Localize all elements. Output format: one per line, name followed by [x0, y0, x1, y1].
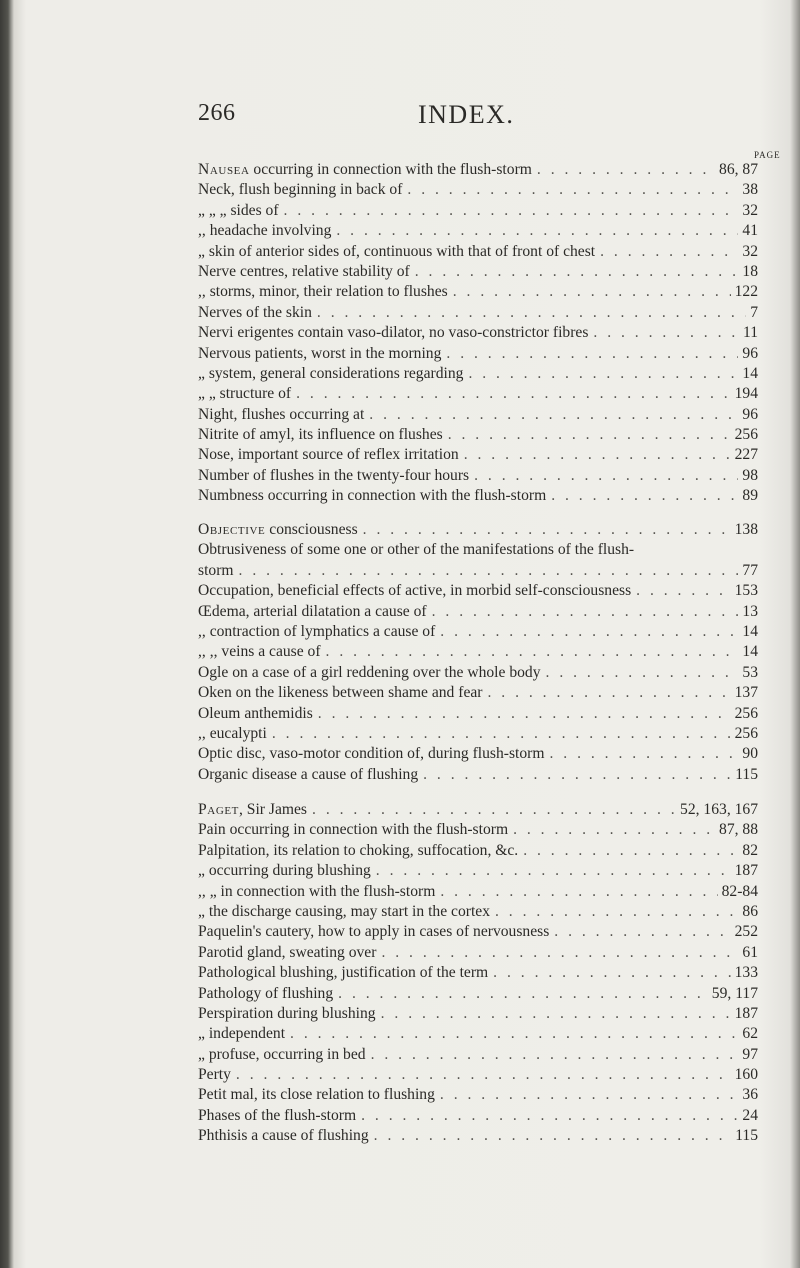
index-entry — [198, 486, 758, 506]
dot-leader — [427, 602, 739, 622]
index-entry — [198, 724, 758, 744]
index-entry-pages: 62 — [742, 1025, 758, 1043]
page-column-label: PAGE — [754, 150, 781, 160]
index-entry-text: Neck, flush beginning in back of — [198, 181, 403, 199]
dot-leader — [488, 963, 730, 983]
index-entry-pages: 256 — [734, 724, 758, 742]
index-entry — [198, 540, 758, 560]
index-entry-pages: 77 — [742, 561, 758, 579]
index-entry — [198, 262, 758, 282]
dot-leader — [544, 744, 738, 764]
index-entry-pages: 122 — [734, 283, 758, 301]
dot-leader — [469, 466, 738, 486]
index-entry — [198, 861, 758, 881]
dot-leader — [376, 1004, 731, 1024]
index-entry-text: Petit mal, its close relation to flushing — [198, 1086, 435, 1104]
index-entry — [198, 841, 758, 861]
index-entry-pages: 11 — [742, 324, 758, 342]
index-entry-text: Palpitation, its relation to choking, suffocation, &c. — [198, 841, 519, 859]
index-entry-pages: 52, 163, 167 — [680, 801, 758, 818]
dot-leader — [448, 282, 731, 302]
dot-leader — [358, 520, 731, 540]
index-entry-text: „ skin of anterior sides of, continuous with that of front of chest — [198, 242, 596, 260]
index-entry-text: storm — [198, 561, 234, 579]
index-entry-text: Paquelin's cautery, how to apply in cases of nervousness — [198, 923, 550, 941]
index-entry-pages: 115 — [735, 765, 758, 783]
index-entry-pages: 187 — [734, 862, 758, 880]
index-entry-pages: 86, 87 — [719, 161, 758, 178]
index-entry — [198, 520, 758, 540]
index-entry — [198, 364, 758, 384]
index-entry-text: Pathology of flushing — [198, 984, 334, 1002]
index-entry-text: „ profuse, occurring in bed — [198, 1045, 366, 1063]
index-entry-text: ,, eucalypti — [198, 724, 267, 742]
dot-leader — [435, 622, 738, 642]
index-entry-pages: 13 — [742, 602, 758, 620]
index-entry — [198, 683, 758, 703]
index-entry — [198, 581, 758, 601]
index-entry-text: Objective consciousness — [198, 521, 358, 538]
index-entry-text: Nervi erigentes contain vaso-dilator, no vaso-constrictor fibres — [198, 324, 589, 342]
dot-leader — [435, 882, 717, 902]
dot-leader — [588, 323, 739, 343]
index-entry — [198, 882, 758, 902]
index-entry-pages: 82-84 — [721, 882, 758, 900]
dot-leader — [435, 1085, 739, 1105]
index-entry-pages: 115 — [735, 1127, 758, 1145]
dot-leader — [279, 201, 739, 221]
index-entry — [198, 765, 758, 785]
index-entry-pages: 153 — [734, 582, 758, 600]
dot-leader — [532, 160, 715, 180]
index-entry — [198, 622, 758, 642]
index-entry — [198, 405, 758, 425]
index-entry-text: Obtrusiveness of some one or other of the manifestations of the flush- — [198, 541, 635, 559]
index-entry — [198, 303, 758, 323]
index-entry — [198, 323, 758, 343]
index-entry — [198, 561, 758, 581]
index-entry-pages: 227 — [734, 446, 758, 464]
dot-leader — [463, 364, 738, 384]
index-entry — [198, 384, 758, 404]
page-number: 266 — [198, 100, 236, 126]
index-entry — [198, 466, 758, 486]
index-entry-text: Nausea occurring in connection with the flush-storm — [198, 161, 532, 178]
index-entry-pages: 41 — [742, 222, 758, 240]
index-entry-pages: 82 — [742, 841, 758, 859]
dot-leader — [490, 902, 738, 922]
dot-leader — [418, 765, 731, 785]
dot-leader — [459, 445, 731, 465]
dot-leader — [321, 642, 739, 662]
dot-leader — [313, 704, 731, 724]
dot-leader — [371, 861, 731, 881]
index-entry-pages: 24 — [742, 1106, 758, 1124]
index-entry-text: Occupation, beneficial effects of active, in morbid self-consciousness — [198, 582, 632, 600]
index-entry-pages: 96 — [742, 405, 758, 423]
dot-leader — [369, 1126, 732, 1146]
index-entry-text: Phthisis a cause of flushing — [198, 1127, 369, 1145]
index-section-p — [198, 800, 758, 1147]
dot-leader — [518, 841, 738, 861]
index-entry — [198, 922, 758, 942]
dot-leader — [364, 405, 738, 425]
index-entry-text: Nitrite of amyl, its influence on flushes — [198, 426, 443, 444]
index-entry — [198, 425, 758, 445]
index-entry-text: Nerve centres, relative stability of — [198, 262, 410, 280]
index-entry-pages: 256 — [734, 426, 758, 444]
index-entry — [198, 1126, 758, 1146]
index-entry-pages: 7 — [750, 303, 758, 321]
index-entry-pages: 133 — [734, 964, 758, 982]
dot-leader — [631, 581, 730, 601]
index-entry — [198, 744, 758, 764]
dot-leader — [595, 242, 738, 262]
index-entry — [198, 1004, 758, 1024]
index-entry-text: „ „ structure of — [198, 385, 292, 403]
index-entry-pages: 187 — [734, 1004, 758, 1022]
dot-leader — [549, 922, 730, 942]
index-entry-text: „ occurring during blushing — [198, 862, 371, 880]
index-entry-text: Oleum anthemidis — [198, 704, 313, 722]
index-entry-text: Paget, Sir James — [198, 801, 308, 818]
index-entry-pages: 18 — [742, 262, 758, 280]
dot-leader — [402, 180, 738, 200]
index-entry — [198, 242, 758, 262]
index-entry-pages: 38 — [742, 181, 758, 199]
index-entry — [198, 221, 758, 241]
index-entry — [198, 642, 758, 662]
dot-leader — [231, 1065, 731, 1085]
dot-leader — [312, 303, 746, 323]
index-entry-text: ,, ,, veins a cause of — [198, 643, 321, 661]
index-entry — [198, 160, 758, 180]
index-entry — [198, 344, 758, 364]
index-entry-pages: 90 — [742, 745, 758, 763]
index-entry-pages: 96 — [742, 344, 758, 362]
dot-leader — [366, 1045, 739, 1065]
index-entry-pages: 59, 117 — [711, 984, 758, 1002]
index-entry-text: Number of flushes in the twenty-four hours — [198, 466, 470, 484]
index-entry-text: Nose, important source of reflex irritation — [198, 446, 459, 464]
index-entry-text: Organic disease a cause of flushing — [198, 765, 419, 783]
index-entry-text: Nervous patients, worst in the morning — [198, 344, 442, 362]
index-entry — [198, 704, 758, 724]
index-entry — [198, 800, 758, 820]
dot-leader — [482, 683, 730, 703]
index-entry-text: Pain occurring in connection with the flush-storm — [198, 821, 509, 839]
index-entry — [198, 663, 758, 683]
dot-leader — [356, 1106, 738, 1126]
index-entry-pages: 89 — [742, 487, 758, 505]
index-entry-text: Nerves of the skin — [198, 303, 312, 321]
index-entry-pages: 252 — [734, 923, 758, 941]
dot-leader — [410, 262, 739, 282]
dot-leader — [331, 221, 738, 241]
dot-leader — [546, 486, 738, 506]
dot-leader — [234, 561, 739, 581]
index-entry — [198, 902, 758, 922]
index-entry-text: ,, „ in connection with the flush-storm — [198, 882, 436, 900]
dot-leader — [291, 384, 731, 404]
index-entry-pages: 160 — [734, 1066, 758, 1084]
index-entry-text: Ogle on a case of a girl reddening over the whole body — [198, 663, 541, 681]
dot-leader — [443, 425, 731, 445]
running-title: INDEX. — [418, 100, 515, 129]
index-entry-pages: 14 — [742, 364, 758, 382]
index-entry — [198, 445, 758, 465]
dot-leader — [307, 800, 676, 820]
index-entry-text: „ „ „ sides of — [198, 201, 279, 219]
index-entry — [198, 201, 758, 221]
index-entry-pages: 97 — [742, 1045, 758, 1063]
dot-leader — [285, 1024, 738, 1044]
index-entry-pages: 14 — [742, 643, 758, 661]
index-entry-text: „ system, general considerations regarding — [198, 364, 464, 382]
index-entry-text: Night, flushes occurring at — [198, 405, 365, 423]
index-entry-text: Phases of the flush-storm — [198, 1106, 357, 1124]
index-entry — [198, 1045, 758, 1065]
dot-leader — [541, 663, 739, 683]
index-entry-text: „ the discharge causing, may start in the cortex — [198, 902, 490, 920]
index-entry-text: Parotid gland, sweating over — [198, 943, 377, 961]
index-entry-text: ,, storms, minor, their relation to flushes — [198, 283, 448, 301]
page-header — [0, 100, 800, 140]
index-entry-pages: 87, 88 — [719, 821, 758, 839]
index-entry-pages: 32 — [742, 242, 758, 260]
index-entry-text: Perspiration during blushing — [198, 1004, 376, 1022]
dot-leader — [267, 724, 731, 744]
index-entry-pages: 256 — [734, 704, 758, 722]
index-entry-text: ,, contraction of lymphatics a cause of — [198, 622, 436, 640]
index-entry-pages: 14 — [742, 622, 758, 640]
index-entry-text: ,, headache involving — [198, 222, 332, 240]
index-entry-pages: 138 — [734, 521, 758, 538]
index-entry-pages: 36 — [742, 1086, 758, 1104]
index-entry-pages: 86 — [742, 902, 758, 920]
index-entry-pages: 61 — [742, 943, 758, 961]
index-entry-pages: 32 — [742, 201, 758, 219]
dot-leader — [333, 984, 708, 1004]
dot-leader — [441, 344, 738, 364]
index-entry-text: „ independent — [198, 1025, 286, 1043]
index-entry — [198, 943, 758, 963]
index-section-o — [198, 520, 758, 785]
index-section-n — [198, 160, 758, 507]
index-entry — [198, 963, 758, 983]
index-entry — [198, 1065, 758, 1085]
dot-leader — [508, 820, 715, 840]
index-entry — [198, 984, 758, 1004]
index-entry-text: Perty — [198, 1066, 231, 1084]
index-entry-text: Optic disc, vaso-motor condition of, during flush-storm — [198, 745, 545, 763]
index-entry-text: Oken on the likeness between shame and fear — [198, 684, 483, 702]
index-entry — [198, 602, 758, 622]
index-entry — [198, 1106, 758, 1126]
index-entry — [198, 282, 758, 302]
index-entry-text: Pathological blushing, justification of the term — [198, 964, 489, 982]
index-entry-pages: 194 — [734, 385, 758, 403]
dot-leader — [376, 943, 738, 963]
index-entry-pages: 98 — [742, 466, 758, 484]
index-entry-text: Œdema, arterial dilatation a cause of — [198, 602, 427, 620]
index-entry-pages: 53 — [742, 663, 758, 681]
index-entry — [198, 1085, 758, 1105]
index-entry-pages: 137 — [734, 684, 758, 702]
index-entry — [198, 1024, 758, 1044]
index-entry — [198, 180, 758, 200]
index-entry-text: Numbness occurring in connection with the flush-storm — [198, 487, 547, 505]
index-entry — [198, 820, 758, 840]
